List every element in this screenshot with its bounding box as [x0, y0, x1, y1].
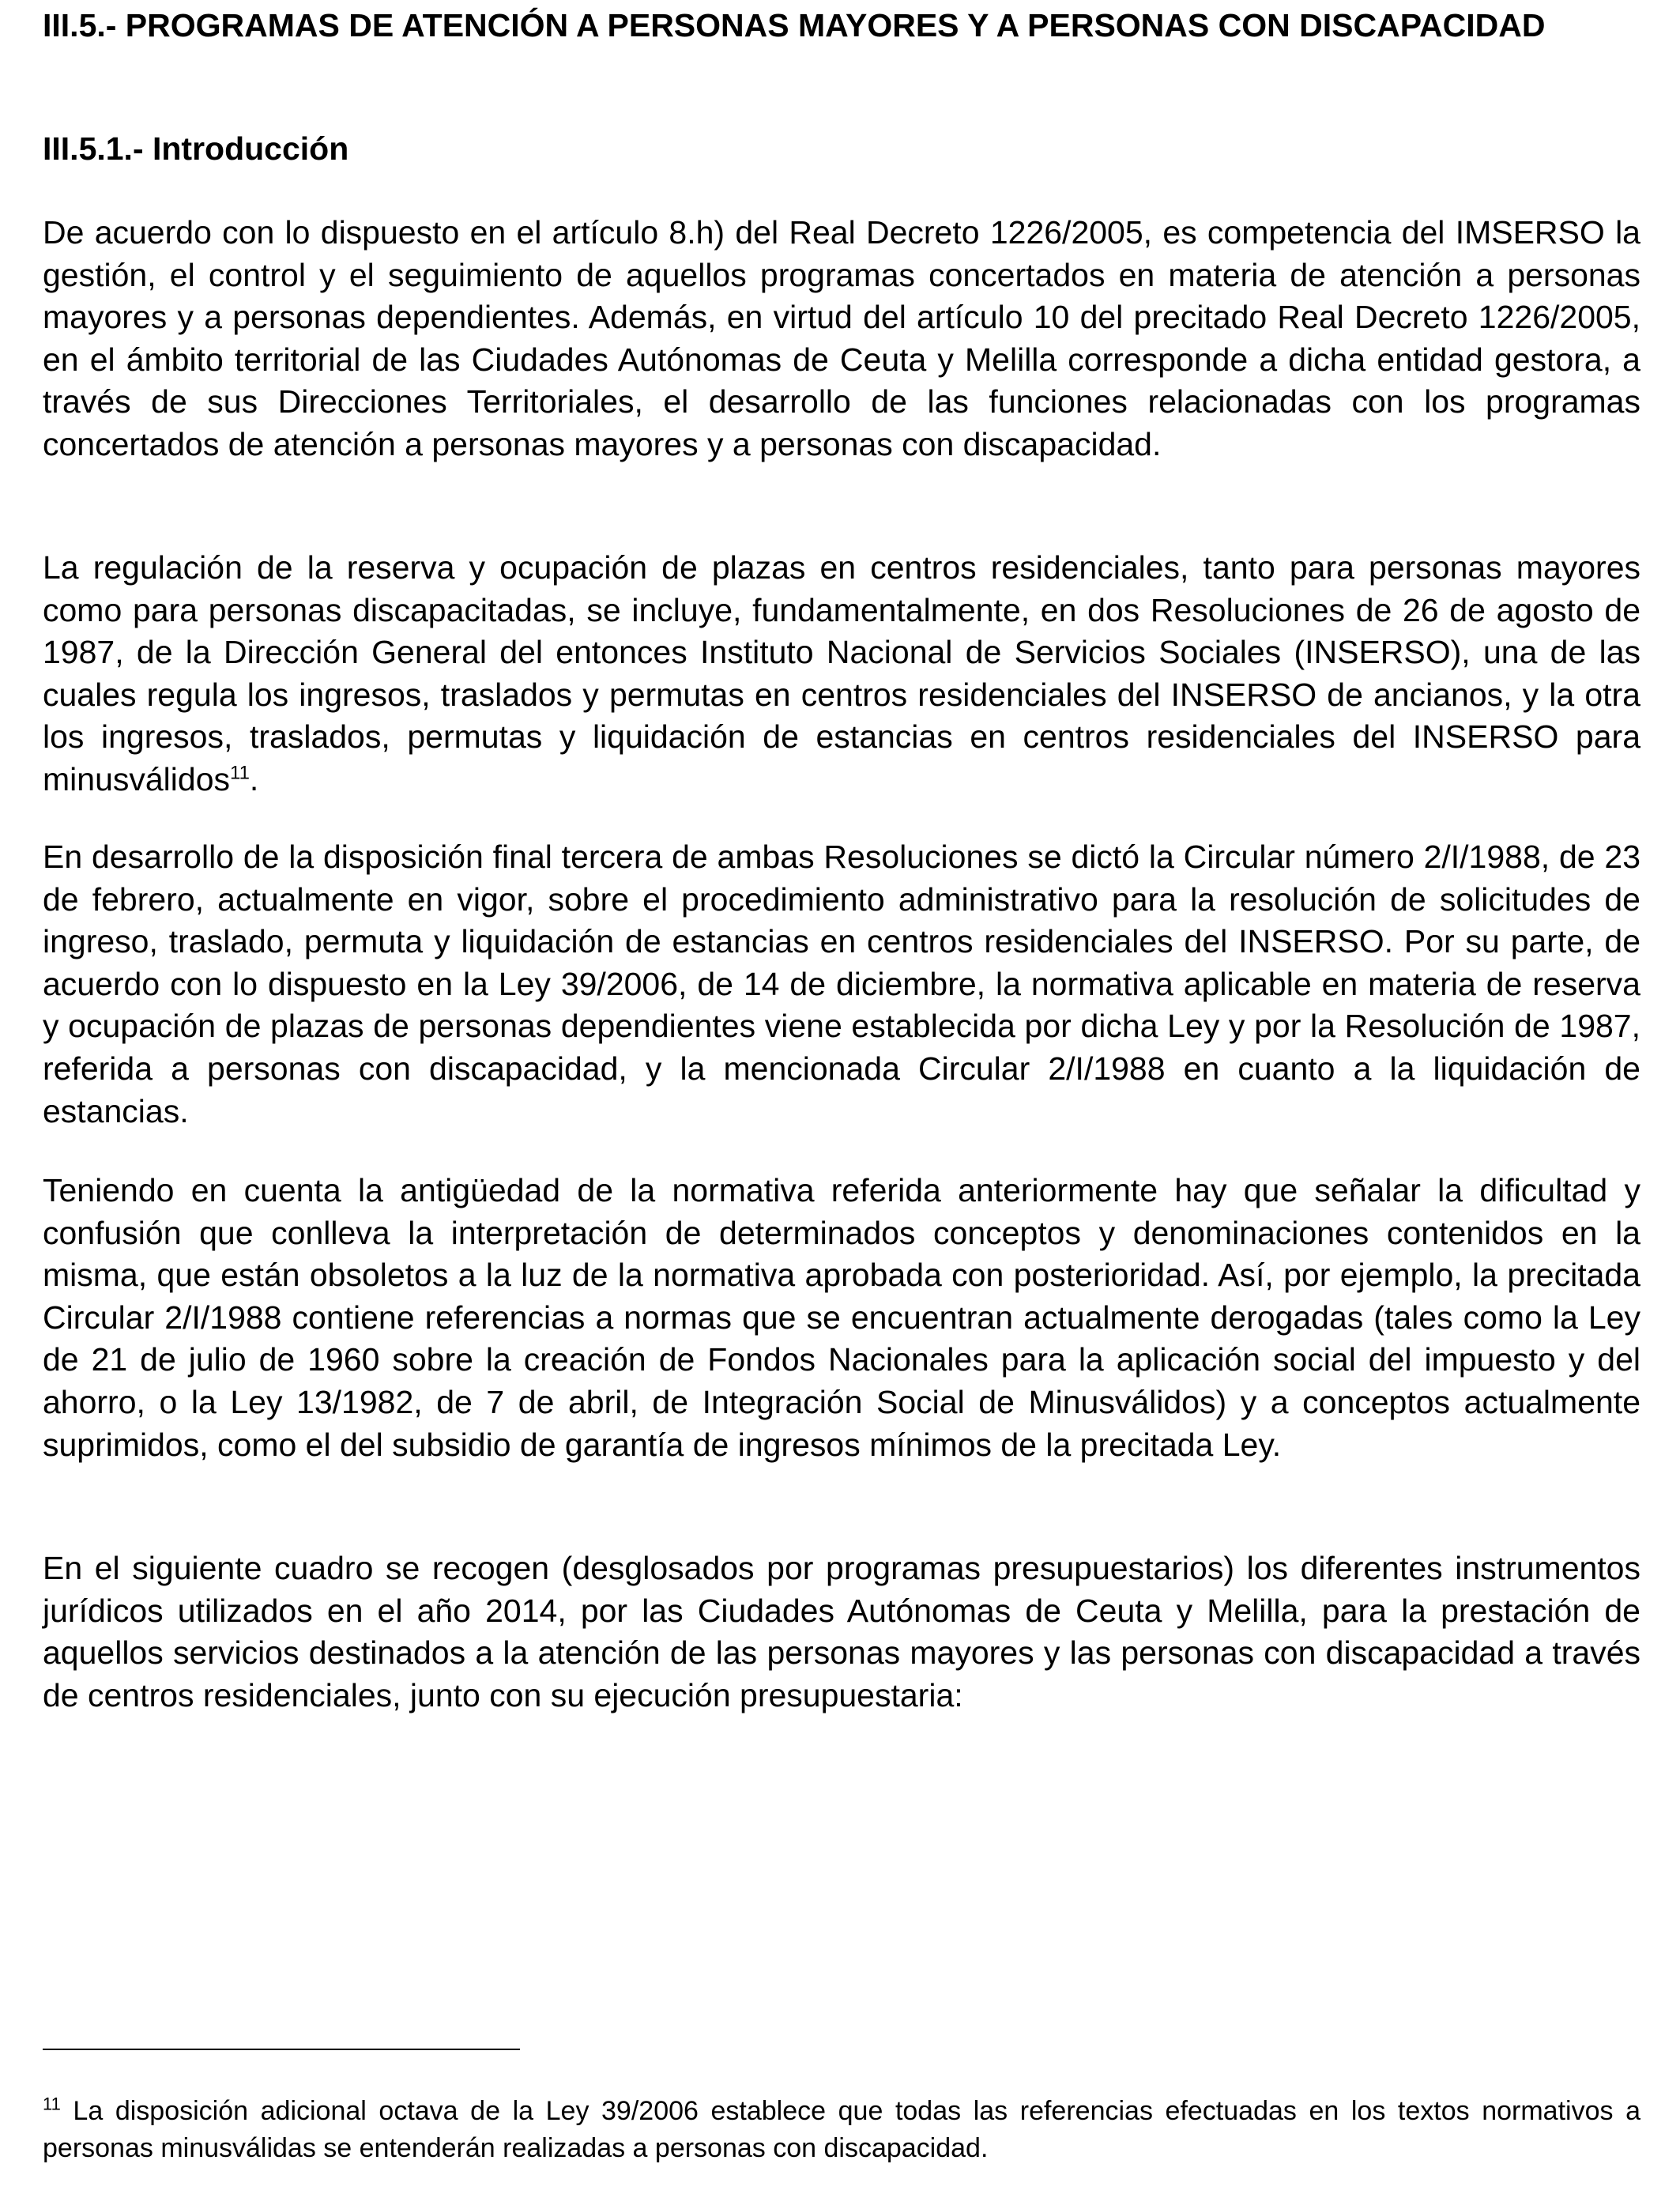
paragraph-2 [43, 547, 1640, 801]
subsection-title: III.5.1.- Introducción [43, 130, 349, 167]
paragraph-2-end: . [249, 760, 259, 797]
section-title: III.5.- PROGRAMAS DE ATENCIÓN A PERSONAS MAYORES Y A PERSONAS CON DISCAPACIDAD [43, 7, 1546, 43]
footnote [43, 2093, 1640, 2167]
paragraph-3: En desarrollo de la disposición final tercera de ambas Resoluciones se dictó la Circular número 2/I/1988, de 23 de febrero, actualmente en vigor, sobre el procedimiento administrativo para la resolución de solicitudes de ingreso, traslado, permuta y liquidación de estancias en centros residenciales del INSERSO. Por su parte, de acuerdo con lo dispuesto en la Ley 39/2006, de 14 de diciembre, la normativa aplicable en materia de reserva y ocupación de plazas de personas dependientes viene establecida por dicha Ley y por la Resolución de 1987, referida a personas con discapacidad, y la mencionada Circular 2/I/1988 en cuanto a la liquidación de estancias. [43, 839, 1640, 1129]
paragraph-4: Teniendo en cuenta la antigüedad de la normativa referida anteriormente hay que señalar la dificultad y confusión que conlleva la interpretación de determinados conceptos y denominaciones contenidos en la misma, que están obsoletos a la luz de la normativa aprobada con posterioridad. Así, por ejemplo, la precitada Circular 2/I/1988 contiene referencias a normas que se encuentran actualmente derogadas (tales como la Ley de 21 de julio de 1960 sobre la creación de Fondos Nacionales para la aplicación social del impuesto y del ahorro, o la Ley 13/1982, de 7 de abril, de Integración Social de Minusválidos) y a conceptos actualmente suprimidos, como el del subsidio de garantía de ingresos mínimos de la precitada Ley. [43, 1172, 1640, 1463]
paragraph-1: De acuerdo con lo dispuesto en el artículo 8.h) del Real Decreto 1226/2005, es competencia del IMSERSO la gestión, el control y el seguimiento de aquellos programas concertados en materia de atención a personas mayores y a personas dependientes. Además, en virtud del artículo 10 del precitado Real Decreto 1226/2005, en el ámbito territorial de las Ciudades Autónomas de Ceuta y Melilla corresponde a dicha entidad gestora, a través de sus Direcciones Territoriales, el desarrollo de las funciones relacionadas con los programas concertados de atención a personas mayores y a personas con discapacidad. [43, 214, 1640, 462]
paragraph-2-text: La regulación de la reserva y ocupación de plazas en centros residenciales, tanto para personas mayores como para personas discapacitadas, se incluye, fundamentalmente, en dos Resoluciones de 26 de agosto de 1987, de la Dirección General del entonces Instituto Nacional de Servicios Sociales (INSERSO), una de las cuales regula los ingresos, traslados y permutas en centros residenciales del INSERSO de ancianos, y la otra los ingresos, traslados, permutas y liquidación de estancias en centros residenciales del INSERSO para minusválidos [43, 549, 1640, 797]
footnote-number: 11 [43, 2094, 61, 2114]
paragraph-5: En el siguiente cuadro se recogen (desglosados por programas presupuestarios) los diferentes instrumentos jurídicos utilizados en el año 2014, por las Ciudades Autónomas de Ceuta y Melilla, para la prestación de aquellos servicios destinados a la atención de las personas mayores y las personas con discapacidad a través de centros residenciales, junto con su ejecución presupuestaria: [43, 1550, 1640, 1713]
footnote-separator [43, 2049, 520, 2050]
footnote-text: La disposición adicional octava de la Ley 39/2006 establece que todas las referencias efectuadas en los textos normativos a personas minusválidas se entenderán realizadas a personas con discapacidad. [43, 2096, 1640, 2163]
footnote-reference[interactable]: 11 [230, 762, 250, 784]
